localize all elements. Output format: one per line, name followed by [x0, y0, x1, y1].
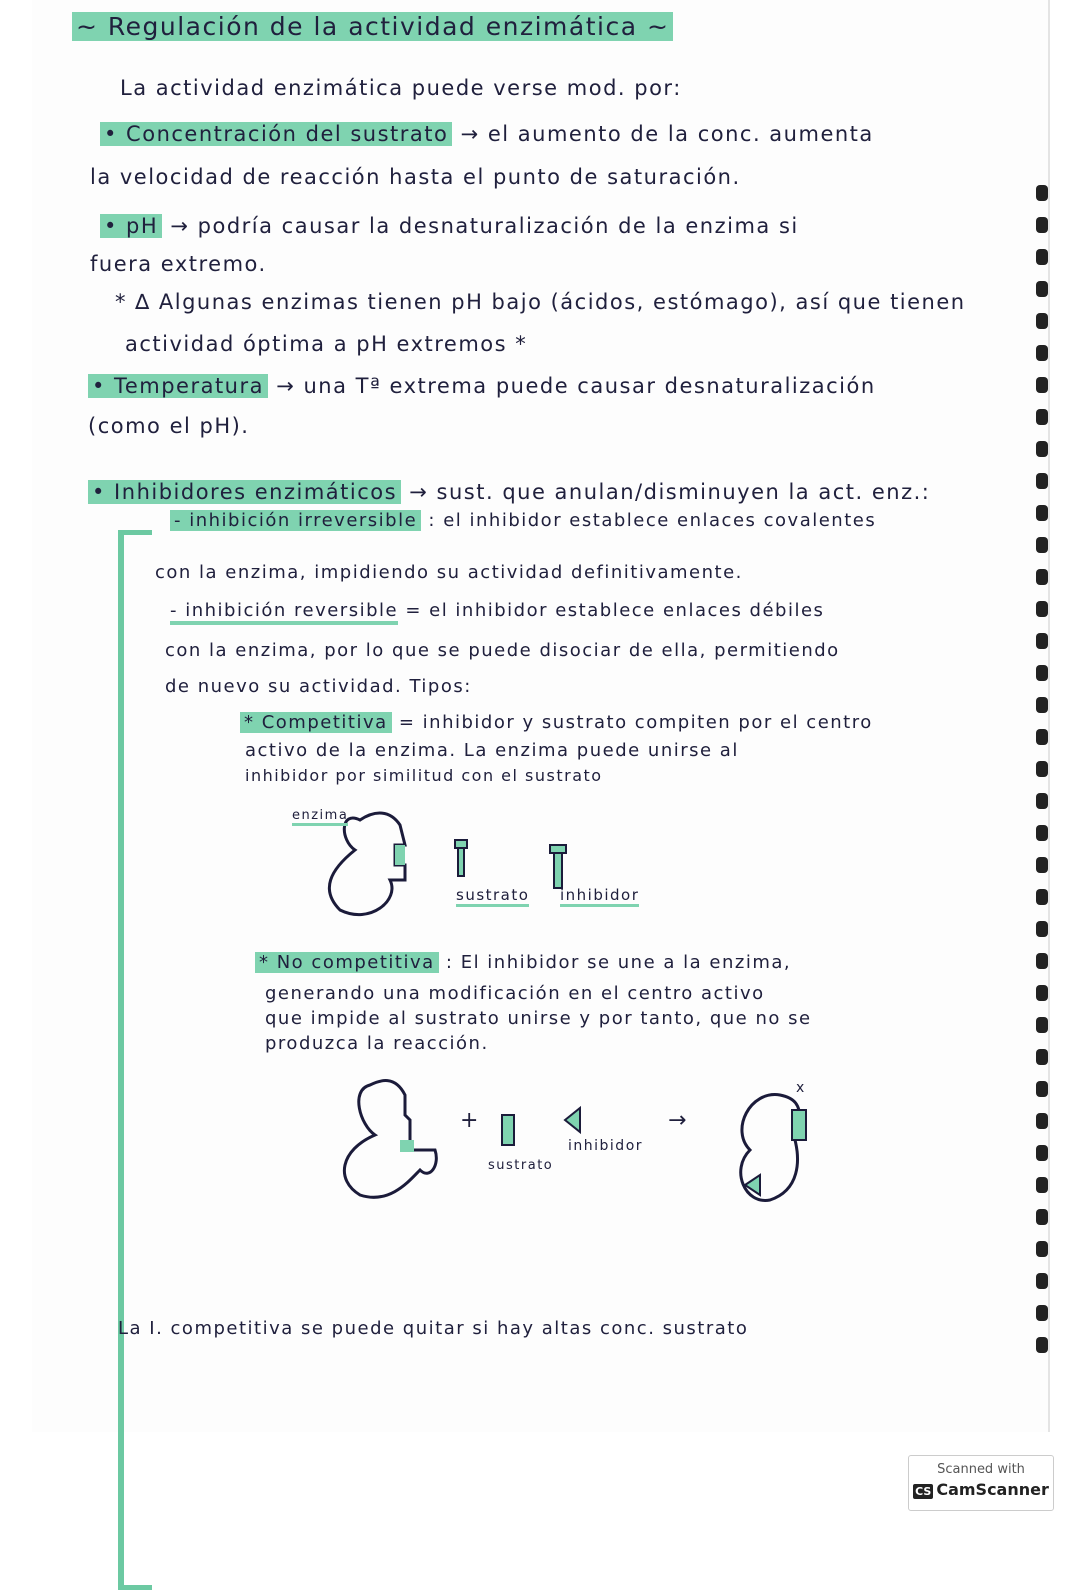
irreversible-heading: - inhibición irreversible	[170, 510, 421, 531]
noncompetitive-heading: * No competitiva	[255, 952, 439, 973]
note-line-1: * ∆ Algunas enzimas tienen pH bajo (ácidos, estómago), así que tienen	[115, 290, 966, 314]
irreversible-line	[170, 510, 876, 531]
sustrato-label: sustrato	[456, 886, 529, 907]
ph-line	[100, 214, 799, 238]
concentration-heading: • Concentración del sustrato	[100, 122, 452, 146]
noncompetitive-line-4: produzca la reacción.	[265, 1033, 489, 1054]
badge-line-1: Scanned with	[937, 1462, 1025, 1477]
reversible-line	[170, 600, 824, 621]
inhibitors-line	[88, 480, 930, 504]
reversible-heading: - inhibición reversible	[170, 600, 398, 625]
arrow: →	[668, 1108, 688, 1133]
final-note: La I. competitiva se puede quitar si hay altas conc. sustrato	[118, 1318, 749, 1339]
plus-sign: +	[460, 1108, 480, 1133]
ph-heading: • pH	[100, 214, 162, 238]
camscanner-badge	[908, 1455, 1054, 1511]
intro-line: La actividad enzimática puede verse mod. por:	[120, 76, 682, 100]
noncompetitive-line	[255, 952, 791, 973]
temperature-line-2: (como el pH).	[88, 414, 250, 438]
irreversible-text: : el inhibidor establece enlaces covalentes	[428, 510, 877, 531]
temperature-text: → una Tª extrema puede causar desnaturalización	[276, 374, 876, 398]
irreversible-line-2: con la enzima, impidiendo su actividad definitivamente.	[155, 562, 743, 583]
noncompetitive-line-3: que impide al sustrato unirse y por tanto, que no se	[265, 1008, 812, 1029]
noncompetitive-line-2: generando una modificación en el centro activo	[265, 983, 765, 1004]
competitive-line-3: inhibidor por similitud con el sustrato	[245, 766, 603, 785]
concentration-line	[100, 122, 874, 146]
competitive-line-2: activo de la enzima. La enzima puede unirse al	[245, 740, 739, 761]
x-mark: x	[796, 1080, 806, 1096]
competitive-heading: * Competitiva	[240, 712, 392, 733]
sustrato-label-2: sustrato	[488, 1158, 554, 1173]
reversible-line-2: con la enzima, por lo que se puede disociar de ella, permitiendo	[165, 640, 840, 661]
competitive-text: = inhibidor y sustrato compiten por el centro	[398, 712, 873, 733]
note-line-2: actividad óptima a pH extremos *	[125, 332, 528, 356]
competitive-line	[240, 712, 873, 733]
temperature-line	[88, 374, 876, 398]
ph-text: → podría causar la desnaturalización de la enzima si	[170, 214, 799, 238]
reversible-text: = el inhibidor establece enlaces débiles	[405, 600, 825, 621]
spiral-binding	[1036, 185, 1050, 1369]
green-bracket	[118, 530, 152, 1590]
enzima-label: enzima	[292, 808, 348, 826]
badge-line-2	[909, 1480, 1053, 1499]
inhibidor-label: inhibidor	[560, 886, 639, 907]
badge-brand: CamScanner	[936, 1480, 1049, 1499]
inhibitors-text: → sust. que anulan/disminuyen la act. enz.:	[409, 480, 931, 504]
page-title	[72, 12, 673, 41]
ph-line-2: fuera extremo.	[90, 252, 267, 276]
temperature-heading: • Temperatura	[88, 374, 268, 398]
camscanner-logo-icon: CS	[915, 1485, 932, 1498]
inhibidor-label-2: inhibidor	[568, 1138, 644, 1154]
inhibitors-heading: • Inhibidores enzimáticos	[88, 480, 401, 504]
noncompetitive-text: : El inhibidor se une a la enzima,	[445, 952, 792, 973]
title-text: ~ Regulación de la actividad enzimática ~	[72, 12, 673, 41]
concentration-text: → el aumento de la conc. aumenta	[460, 122, 874, 146]
concentration-line-2: la velocidad de reacción hasta el punto de saturación.	[90, 165, 741, 189]
reversible-line-3: de nuevo su actividad. Tipos:	[165, 676, 472, 697]
